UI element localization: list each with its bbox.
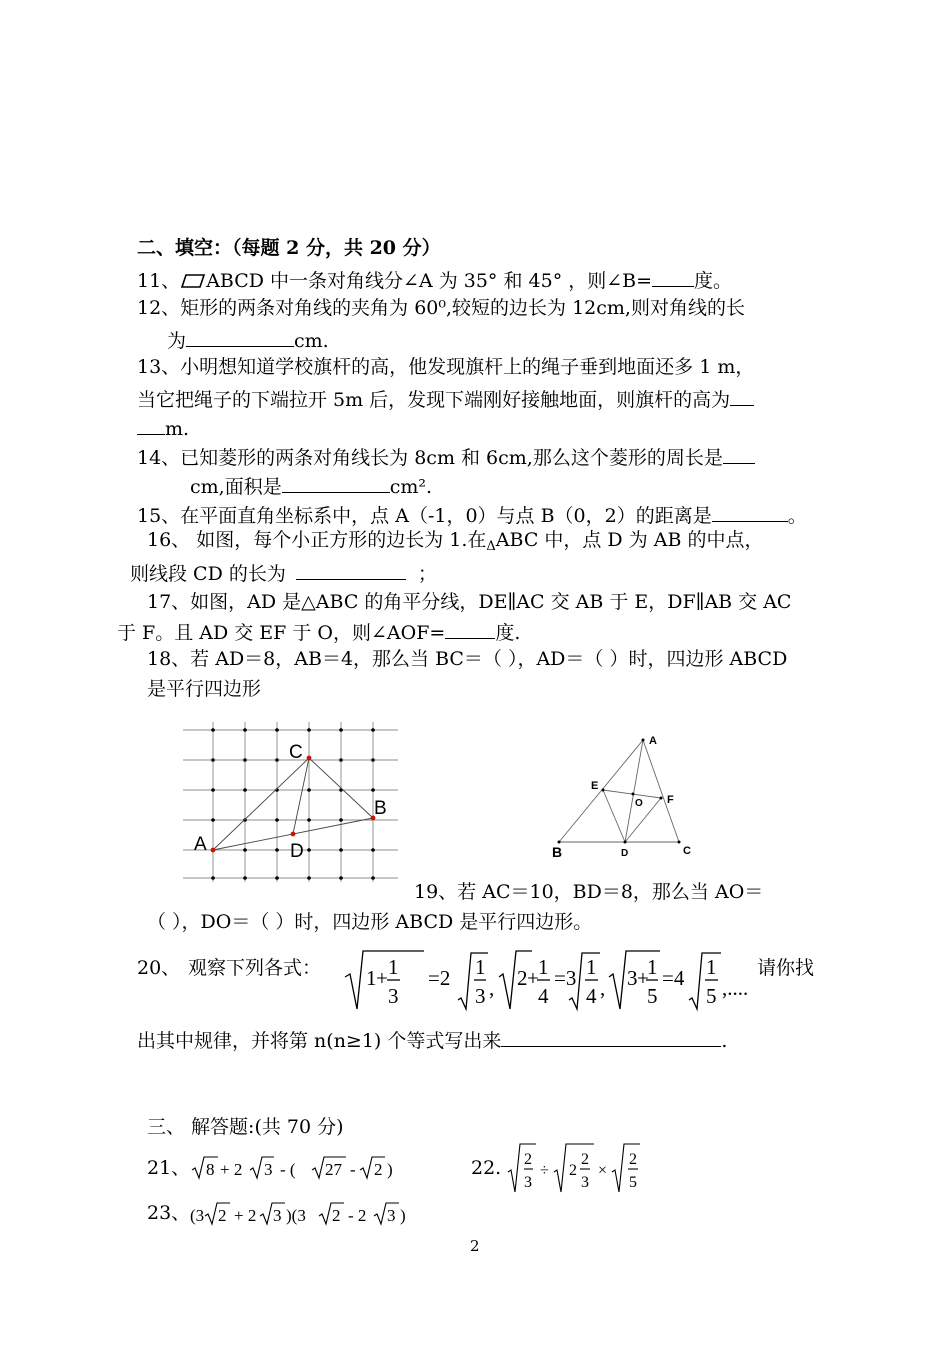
q22-divide: ÷ xyxy=(540,1162,549,1179)
q13-answer-blank-a[interactable] xyxy=(730,387,754,406)
eq1-separator: , xyxy=(489,976,495,1000)
eq3-frac-denominator: 5 xyxy=(706,984,717,1008)
q21-radicand-2: 3 xyxy=(264,1160,273,1179)
q22-numerator-1: 2 xyxy=(524,1151,532,1168)
segment-df xyxy=(625,798,661,842)
q17-line2-suffix: 度. xyxy=(495,622,521,644)
q22-number: 22. xyxy=(471,1157,502,1179)
q22-whole-2: 2 xyxy=(569,1162,577,1179)
label-a: A xyxy=(194,834,207,855)
q20-line2-prefix: 出其中规律，并将第 n(n≥1) 个等式写出来 xyxy=(137,1030,502,1052)
section-3-title: 三、 解答题:(共 70 分) xyxy=(147,1116,344,1138)
triangle-symbol: Δ xyxy=(486,539,496,554)
q22-expression xyxy=(506,1140,646,1198)
q19-line1: 19、若 AC＝10，BD＝8，那么当 AO＝ xyxy=(414,881,764,903)
q22-numerator-3: 2 xyxy=(629,1151,637,1168)
q20-equations xyxy=(342,945,760,1015)
q21-minus-paren: - ( xyxy=(280,1160,296,1179)
q21-radicand-3: 27 xyxy=(325,1160,342,1179)
q14-line1 xyxy=(137,445,755,469)
q17-line2 xyxy=(117,620,520,644)
q21-number: 21、 xyxy=(147,1157,191,1179)
q17-line1: 17、如图，AD 是△ABC 的角平分线，DE∥AC 交 AB 于 E，DF∥AB 交 AC xyxy=(147,591,792,613)
q23-part-5: )(3 xyxy=(286,1206,306,1225)
q23-radicand-3: 2 xyxy=(332,1206,341,1225)
q16-answer-blank[interactable] xyxy=(296,561,406,580)
q20-number: 20、 xyxy=(137,957,181,979)
q11-number: 11、 xyxy=(137,270,181,292)
eq3-integer: 3 xyxy=(627,966,638,990)
q14-area-blank[interactable] xyxy=(282,474,390,493)
q22-numerator-2: 2 xyxy=(581,1151,589,1168)
section-title: 二、填空：（每题 2 分，共 20 分） xyxy=(137,237,441,259)
q16-line2-prefix: 则线段 CD 的长为 xyxy=(130,563,286,585)
q15-tail: 。 xyxy=(787,505,807,527)
q22-denominator-1: 3 xyxy=(524,1174,532,1191)
q23-part-3: + 2 xyxy=(234,1206,257,1225)
q21-radicand-1: 8 xyxy=(206,1160,215,1179)
label-b: B xyxy=(374,798,387,819)
label-d: D xyxy=(621,848,629,859)
q13-answer-blank-b[interactable] xyxy=(137,416,165,435)
q23-part-7: - 2 xyxy=(348,1206,367,1225)
parallelogram-icon xyxy=(180,273,206,289)
q20-intro: 观察下列各式： xyxy=(188,957,322,979)
eq1-coefficient: =2 xyxy=(428,966,451,990)
eq2-separator: , xyxy=(600,976,606,1000)
eq1-denominator: 3 xyxy=(388,984,399,1008)
eq3-numerator: 1 xyxy=(647,955,658,979)
q15-text: 15、在平面直角坐标系中，点 A（-1，0）与点 B（0，2）的距离是 xyxy=(137,505,712,527)
q11-text: ABCD 中一条对角线分∠A 为 35° 和 45° ，则∠B= xyxy=(206,270,653,292)
q23-part-1: (3 xyxy=(190,1206,205,1225)
q16-line1-prefix: 16、 如图，每个小正方形的边长为 1.在 xyxy=(147,529,487,551)
eq2-coefficient: =3 xyxy=(554,966,577,990)
q16-line2-suffix: ； xyxy=(417,563,437,585)
q23-radicand-2: 3 xyxy=(273,1206,282,1225)
q12-suffix: cm. xyxy=(294,330,329,352)
eq2-integer: 2 xyxy=(517,966,528,990)
q14-line2-prefix: cm,面积是 xyxy=(190,476,282,498)
q13-line2 xyxy=(137,387,754,411)
q12-prefix: 为 xyxy=(167,330,187,352)
q22-denominator-2: 3 xyxy=(581,1174,589,1191)
q20-line2 xyxy=(137,1028,727,1052)
q20-after: 请你找 xyxy=(757,957,815,979)
eq3-separator: ,.... xyxy=(722,976,749,1000)
question-11 xyxy=(137,268,732,292)
q20-answer-blank[interactable] xyxy=(501,1028,721,1047)
q12-line2 xyxy=(167,328,329,352)
q11-tail: 度。 xyxy=(694,270,733,292)
eq1-frac-numerator: 1 xyxy=(475,955,486,979)
label-o: O xyxy=(635,798,643,809)
q18-line1: 18、若 AD＝8，AB＝4，那么当 BC＝（ ），AD＝（ ）时，四边形 ABCD xyxy=(147,648,788,670)
q22-denominator-3: 5 xyxy=(629,1174,637,1191)
q17-line2-prefix: 于 F。且 AD 交 EF 于 O，则∠AOF= xyxy=(117,622,446,644)
q21-plus-2: + 2 xyxy=(220,1160,243,1179)
label-c: C xyxy=(683,845,691,857)
svg-text:+: + xyxy=(637,966,649,990)
q20-line2-suffix: . xyxy=(721,1030,728,1052)
q13-line3 xyxy=(137,416,189,440)
label-d: D xyxy=(290,841,304,862)
q17-answer-blank[interactable] xyxy=(445,620,495,639)
label-c: C xyxy=(289,742,303,763)
label-f: F xyxy=(667,794,674,806)
question-15 xyxy=(137,503,807,527)
triangle-figure xyxy=(545,730,705,865)
q13-line2-text: 当它把绳子的下端拉开 5m 后，发现下端刚好接触地面，则旗杆的高为 xyxy=(137,389,731,411)
q23-expression xyxy=(188,1196,418,1230)
q23-radicand-1: 2 xyxy=(218,1206,227,1225)
label-e: E xyxy=(591,780,599,792)
q23-radicand-4: 3 xyxy=(387,1206,396,1225)
q12-answer-blank[interactable] xyxy=(186,328,294,347)
q11-answer-blank[interactable] xyxy=(652,268,694,287)
eq1-integer: 1 xyxy=(366,966,377,990)
label-b: B xyxy=(552,844,563,860)
q18-line2: 是平行四边形 xyxy=(147,678,262,700)
page-number: 2 xyxy=(470,1237,480,1255)
eq3-denominator: 5 xyxy=(647,984,658,1008)
eq2-frac-denominator: 4 xyxy=(586,984,597,1008)
q21-close-paren: ) xyxy=(387,1160,393,1179)
eq2-numerator: 1 xyxy=(538,955,549,979)
eq2-frac-numerator: 1 xyxy=(586,955,597,979)
segment-de xyxy=(603,790,625,842)
vertex-points xyxy=(211,756,376,853)
q14-line2-suffix: cm². xyxy=(389,476,433,498)
q16-line1-suffix: ABC 中，点 D 为 AB 的中点， xyxy=(495,529,764,551)
q22-times: × xyxy=(598,1162,608,1179)
svg-text:+: + xyxy=(527,966,539,990)
q21-radicand-4: 2 xyxy=(374,1160,383,1179)
q21-expression xyxy=(188,1150,398,1184)
eq3-frac-numerator: 1 xyxy=(706,955,717,979)
eq3-coefficient: =4 xyxy=(662,966,685,990)
svg-text:+: + xyxy=(376,966,388,990)
q19-line2: （ ），DO＝（ ）时，四边形 ABCD 是平行四边形。 xyxy=(147,911,593,933)
eq1-frac-denominator: 3 xyxy=(475,984,486,1008)
q14-line2 xyxy=(190,474,432,498)
segment-ad xyxy=(625,740,643,842)
eq2-denominator: 4 xyxy=(538,984,549,1008)
label-a: A xyxy=(649,735,657,747)
q21-minus: - xyxy=(350,1160,356,1179)
q15-answer-blank[interactable] xyxy=(712,503,788,522)
q16-line2 xyxy=(130,561,437,585)
grid-figure xyxy=(180,720,410,885)
q16-line1 xyxy=(147,530,763,554)
q12-line1: 12、矩形的两条对角线的夹角为 60⁰,较短的边长为 12cm,则对角线的长 xyxy=(137,297,745,319)
q14-perimeter-blank[interactable] xyxy=(723,445,755,464)
q23-number: 23、 xyxy=(147,1202,191,1224)
eq1-numerator: 1 xyxy=(388,955,399,979)
q13-line1: 13、小明想知道学校旗杆的高，他发现旗杆上的绳子垂到地面还多 1 m， xyxy=(137,356,755,378)
q23-part-9: ) xyxy=(400,1206,406,1225)
q13-line3-text: m. xyxy=(165,418,190,440)
q14-line1-text: 14、已知菱形的两条对角线长为 8cm 和 6cm,那么这个菱形的周长是 xyxy=(137,447,723,469)
